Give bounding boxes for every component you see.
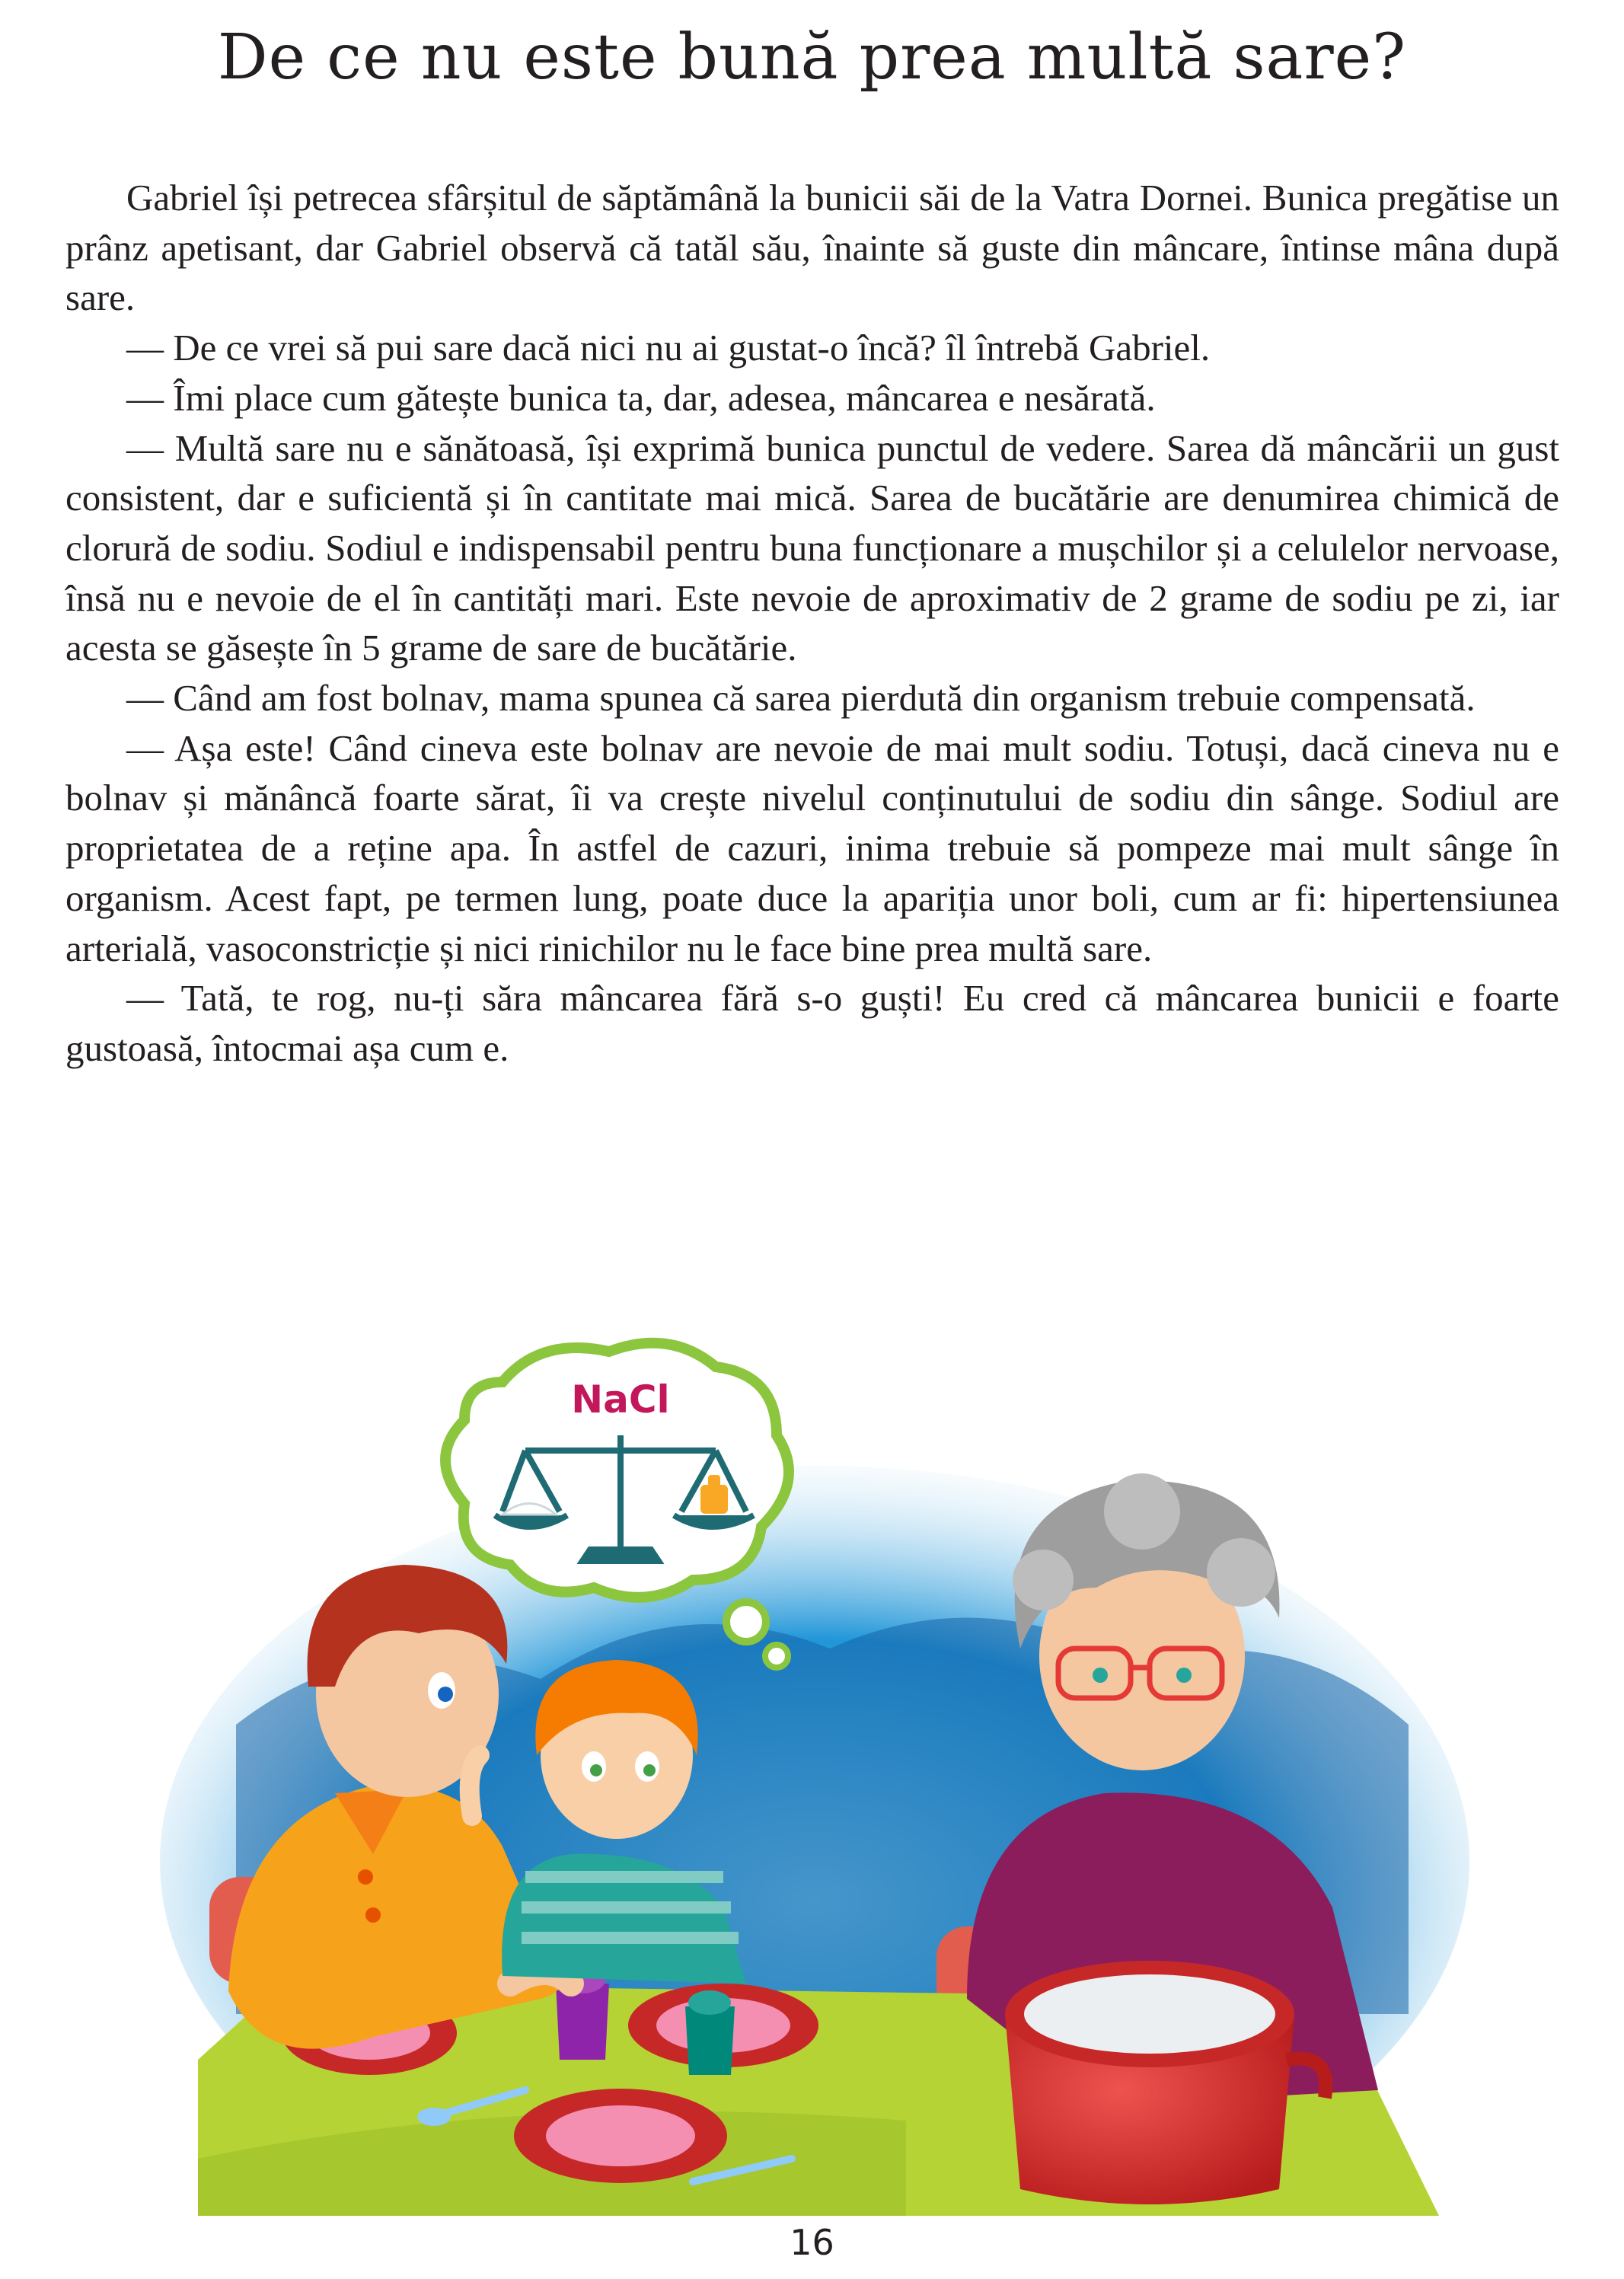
cooking-pot: [1005, 1961, 1326, 2204]
weight-icon: [700, 1485, 728, 1514]
paragraph: — Așa este! Când cineva este bolnav are nevoie de mai mult sodiu. Totuși, dacă cineva nu e bolnav și mănâncă foarte sărat, îi va crește nivelul conținutului de sodiu din sânge. Sodiul are proprietatea de a reține apa. În astfel de cazuri, inima trebuie să pompeze mai mult sânge în organism. Acest fapt, pe termen lung, poate duce la apariția unor boli, cum ar fi: hipertensiunea arterială, vasoconstricție și nici rinichilor nu le face bine prea multă sare.: [65, 726, 1559, 969]
page-title: De ce nu este bună prea multă sare?: [217, 21, 1407, 94]
paragraph: — Îmi place cum gătește bunica ta, dar, adesea, mâncarea e nesărată.: [126, 376, 1156, 419]
family-dinner-illustration: [145, 1329, 1485, 2216]
plate: [514, 2089, 727, 2183]
paragraph: — De ce vrei să pui sare dacă nici nu ai gustat-o încă? îl întrebă Gabriel.: [126, 327, 1211, 369]
story-text: [65, 173, 1559, 1074]
paragraph: — Tată, te rog, nu-ți săra mâncarea fără s-o guști! Eu cred că mâncarea bunicii e foarte gustoasă, întocmai așa cum e.: [65, 977, 1559, 1069]
pepper-shaker: [685, 1990, 735, 2075]
paragraph: Gabriel își petrecea sfârșitul de săptămână la bunicii săi de la Vatra Dornei. Bunica pregătise un prânz apetisant, dar Gabriel observă că tatăl său, înainte să guste din mâncare, întinse mâna după sare.: [65, 177, 1559, 319]
paragraph: — Când am fost bolnav, mama spunea că sarea pierdută din organism trebuie compensată.: [126, 677, 1476, 720]
nacl-label: NaCl: [571, 1377, 670, 1422]
page-number: 16: [790, 2222, 834, 2263]
paragraph: — Multă sare nu e sănătoasă, își exprimă bunica punctul de vedere. Sarea dă mâncării un gust consistent, dar e suficientă și în cantitate mai mică. Sarea de bucătărie are denumirea chimică de clorură de sodiu. Sodiul e indispensabil pentru buna funcționare a mușchilor și a celulelor nervoase, însă nu e nevoie de el în cantități mari. Este nevoie de aproximativ de 2 grame de sodiu pe zi, iar acesta se găsește în 5 grame de sare de bucătărie.: [65, 426, 1559, 669]
